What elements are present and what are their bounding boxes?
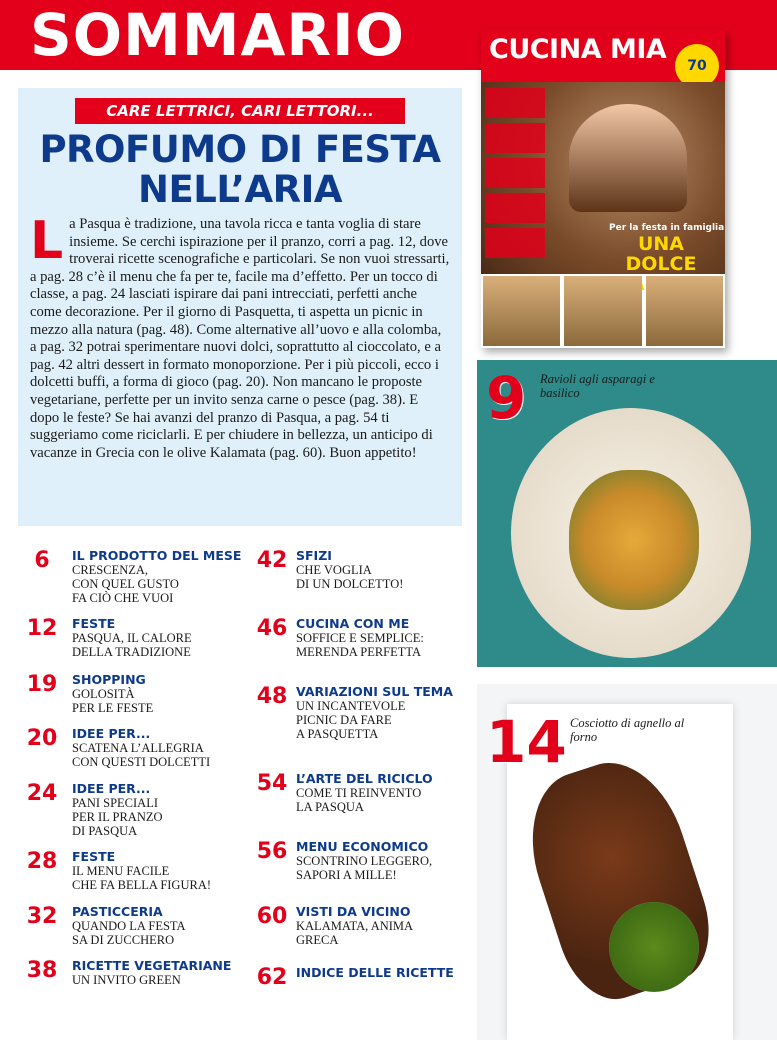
toc-page-number: 24: [26, 781, 58, 806]
toc-category: IDEE PER...: [72, 726, 151, 741]
toc-category: MENU ECONOMICO: [296, 839, 429, 854]
photo-caption: Cosciotto di agnello al forno: [570, 716, 685, 744]
toc-description: SCONTRINO LEGGERO, SAPORI A MILLE!: [296, 854, 433, 882]
cover-sidebar-boxes: [485, 88, 545, 268]
toc-page-number: 6: [34, 548, 50, 573]
toc-page-number: 20: [26, 726, 58, 751]
page-title: SOMMARIO: [30, 1, 405, 69]
photo-page-number: 14: [486, 708, 567, 776]
cake-image: [569, 104, 687, 212]
toc-category: FESTE: [72, 849, 116, 864]
toc-category: VISTI DA VICINO: [296, 904, 411, 919]
toc-page-number: 38: [26, 958, 58, 983]
editorial-text: [30, 211, 450, 462]
toc-page-number: 56: [256, 839, 288, 864]
toc-description: IL MENU FACILE CHE FA BELLA FIGURA!: [72, 864, 212, 892]
ravioli-image: [569, 470, 699, 610]
toc-description: CHE VOGLIA DI UN DOLCETTO!: [296, 563, 404, 591]
toc-description: SCATENA L’ALLEGRIA CON QUESTI DOLCETTI: [72, 741, 211, 769]
toc-page-number: 46: [256, 616, 288, 641]
toc-description: UN INVITO GREEN: [72, 973, 181, 987]
toc-category: PASTICCERIA: [72, 904, 163, 919]
toc-description: SOFFICE E SEMPLICE: MERENDA PERFETTA: [296, 631, 424, 659]
toc-page-number: 54: [256, 771, 288, 796]
toc-category: CUCINA CON ME: [296, 616, 410, 631]
cover-banner: UNA DOLCE: [625, 233, 697, 275]
cover-banner-kicker: Per la festa in famiglia: [609, 223, 725, 233]
toc-description: GOLOSITÀ PER LE FESTE: [72, 687, 154, 715]
toc-page-number: 12: [26, 616, 58, 641]
toc-category: INDICE DELLE RICETTE: [296, 965, 454, 980]
toc-category: FESTE: [72, 616, 116, 631]
magazine-cover: [481, 30, 725, 348]
toc-description: UN INCANTEVOLE PICNIC DA FARE A PASQUETTA: [296, 699, 406, 741]
toc-category: VARIAZIONI SUL TEMA: [296, 684, 453, 699]
drop-cap: L: [30, 211, 64, 271]
toc-page-number: 28: [26, 849, 58, 874]
toc-category: L’ARTE DEL RICICLO: [296, 771, 433, 786]
toc-category: SFIZI: [296, 548, 332, 563]
toc-description: COME TI REINVENTO LA PASQUA: [296, 786, 422, 814]
editorial-body-text: a Pasqua è tradizione, una tavola ricca e tanta voglia di stare insieme. Se cerchi ispirazione per il pranzo, corri a pag. 12, dove troverai ricette scenografiche e particolari. Se non vuoi stressarti, a pag. 28 c’è il menu che fa per te, facile ma d’effetto. Per un tocco di classe, a pag. 24 lasciati ispirare dai pani intrecciati, perfetti anche come decorazione. Per il giorno di Pasquetta, ti aspetta un picnic in mezzo alla natura (pag. 48). Come alternative all’uovo e alla colomba, a pag. 32 potrai sperimentare nuovi dolci, soprattutto al cioccolato, e a pag. 42 altri dessert in formato monoporzione. Per i più piccoli, ecco i dolcetti buffi, a forma di gioco (pag. 20). Non mancano le proposte vegetariane, perfette per un invito senza carne o pesce (pag. 38). E dopo le feste? Se hai avanzi del pranzo di Pasqua, a pag. 54 ti suggeriamo come riciclarli. E per chiudere in bellezza, un anticipo di vacanze in Grecia con le olive Kalamata (pag. 60). Buon appetito!: [30, 216, 450, 461]
toc-description: CRESCENZA, CON QUEL GUSTO FA CIÒ CHE VUOI: [72, 563, 179, 605]
toc-description: QUANDO LA FESTA SA DI ZUCCHERO: [72, 919, 186, 947]
toc-page-number: 32: [26, 904, 58, 929]
editorial-box: [18, 88, 462, 526]
toc-page-number: 48: [256, 684, 288, 709]
toc-description: PANI SPECIALI PER IL PRANZO DI PASQUA: [72, 796, 163, 838]
toc-description: PASQUA, IL CALORE DELLA TRADIZIONE: [72, 631, 192, 659]
cover-badge: 70: [675, 44, 719, 88]
editorial-headline: PROFUMO DI FESTA NELL’ARIA: [39, 128, 441, 211]
photo-page-number: 9: [486, 364, 527, 432]
editorial-kicker: CARE LETTRICI, CARI LETTORI...: [75, 98, 405, 124]
toc-category: SHOPPING: [72, 672, 146, 687]
toc-page-number: 42: [256, 548, 288, 573]
photo-caption: Ravioli agli asparagi e basilico: [540, 372, 655, 400]
toc-page-number: 19: [26, 672, 58, 697]
toc-description: KALAMATA, ANIMA GRECA: [296, 919, 414, 947]
toc-page-number: 60: [256, 904, 288, 929]
cover-logo: CUCINA MIA: [489, 34, 667, 65]
sauce-bowl-image: [609, 902, 699, 992]
toc-page-number: 62: [256, 965, 288, 990]
cover-thumbnails: [481, 274, 725, 348]
toc-category: RICETTE VEGETARIANE: [72, 958, 232, 973]
toc-category: IDEE PER...: [72, 781, 151, 796]
toc-category: IL PRODOTTO DEL MESE: [72, 548, 242, 563]
